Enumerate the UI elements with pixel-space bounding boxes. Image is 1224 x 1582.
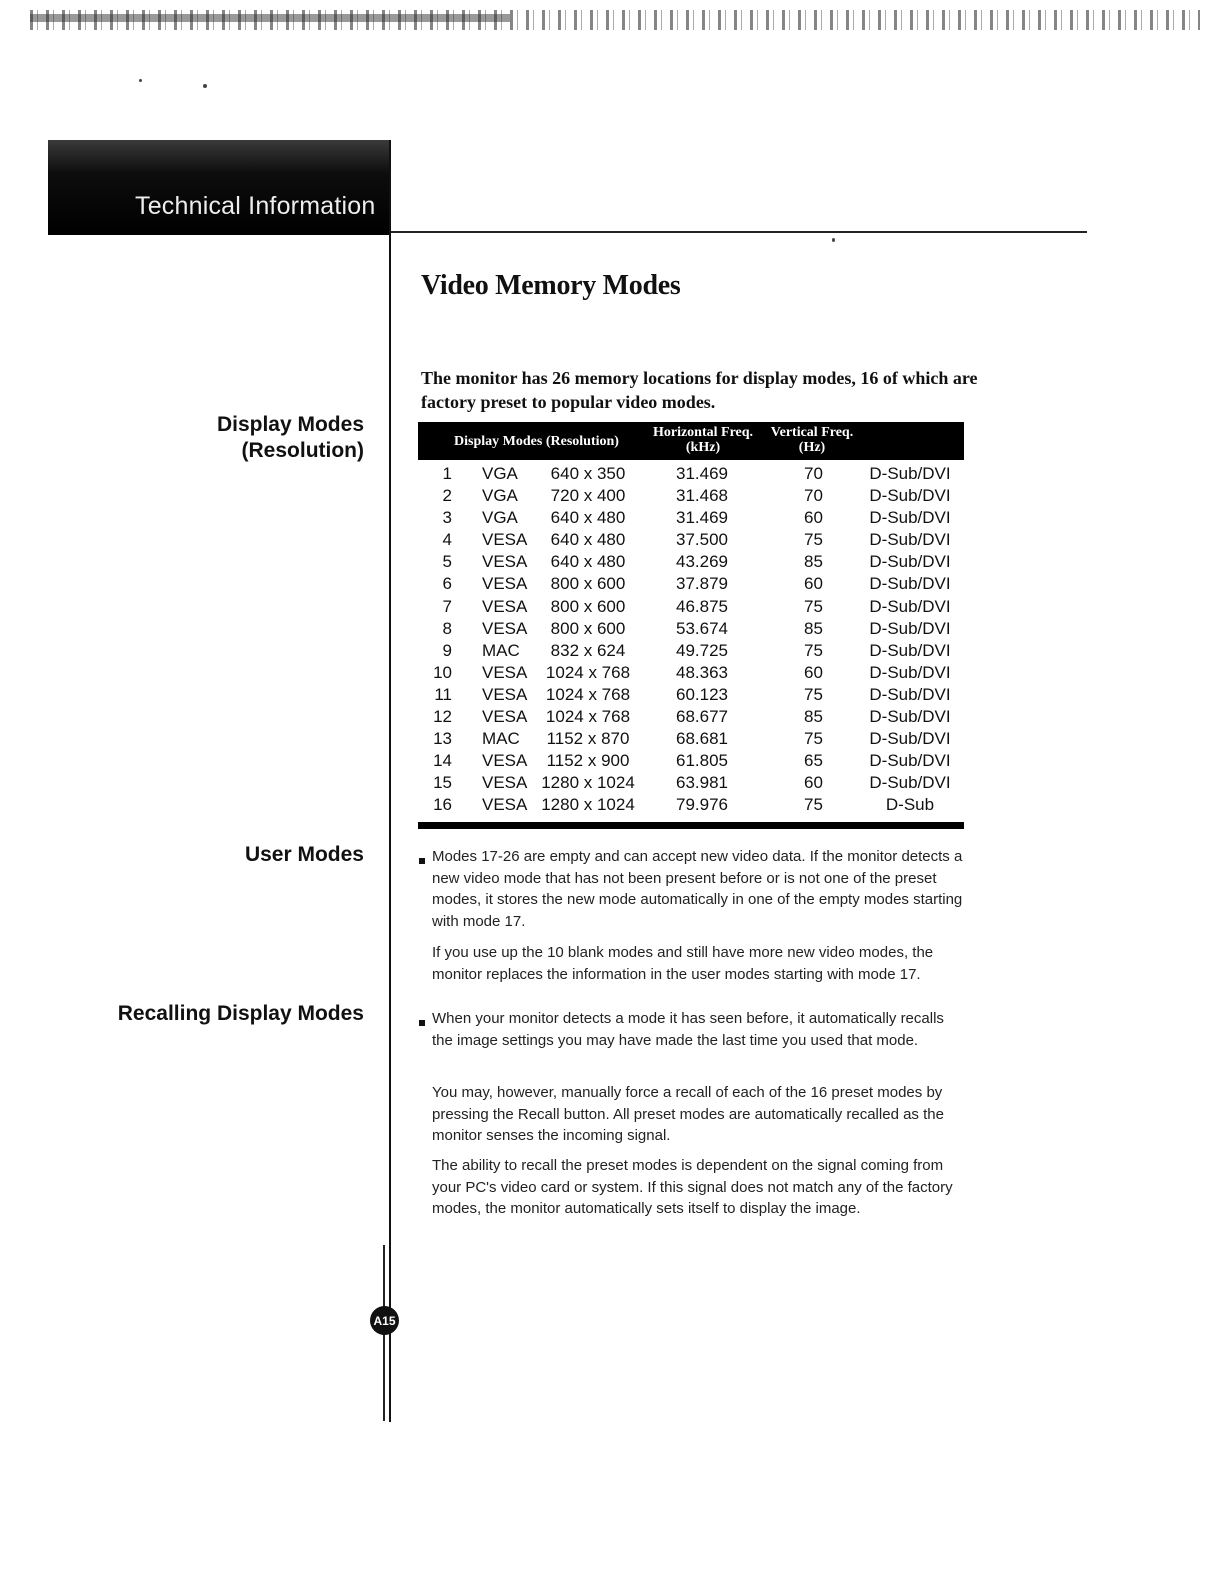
mode-standard: VESA	[482, 684, 528, 704]
mode-number: 1	[442, 464, 452, 483]
mode-number: 5	[442, 552, 452, 572]
mode-resolution: 640 x 480	[550, 552, 626, 572]
mode-standard: VESA	[482, 596, 528, 616]
side-label-line: Display Modes	[216, 413, 364, 436]
mode-hfreq: 48.363	[676, 662, 728, 682]
header-display-modes: Display Modes (Resolution)	[454, 434, 619, 449]
mode-standard: VESA	[482, 795, 528, 815]
mode-input: D-Sub/DVI	[869, 707, 951, 727]
mode-number: 14	[433, 751, 452, 771]
mode-input: D-Sub/DVI	[869, 729, 951, 749]
mode-resolution: 1024 x 768	[545, 684, 631, 704]
mode-resolution: 1152 x 870	[546, 729, 630, 749]
mode-input: D-Sub/DVI	[869, 751, 951, 771]
mode-number: 4	[442, 530, 452, 550]
scan-speck	[139, 79, 142, 82]
mode-input: D-Sub/DVI	[869, 684, 951, 704]
table-row	[418, 705, 964, 727]
scan-artifact-top-dark	[30, 14, 510, 22]
header-rule	[390, 231, 1087, 233]
section-title: Video Memory Modes	[421, 270, 681, 301]
mode-resolution: 800 x 600	[550, 618, 626, 638]
mode-vfreq: 75	[804, 596, 823, 616]
table-row	[418, 595, 964, 617]
column-divider	[389, 140, 391, 1422]
mode-hfreq: 68.677	[676, 707, 728, 727]
table-footer-rule	[418, 822, 964, 829]
header-title: Technical Information	[135, 192, 376, 220]
header-line: (kHz)	[685, 440, 721, 455]
mode-resolution: 640 x 480	[550, 530, 626, 550]
mode-input: D-Sub/DVI	[869, 530, 951, 550]
mode-input: D-Sub/DVI	[869, 486, 951, 506]
mode-number: 3	[442, 508, 452, 528]
mode-hfreq: 49.725	[676, 640, 728, 660]
mode-number: 8	[442, 618, 452, 638]
mode-vfreq: 70	[804, 486, 823, 506]
mode-resolution: 640 x 480	[550, 508, 626, 528]
table-row	[418, 462, 964, 484]
mode-hfreq: 68.681	[676, 729, 728, 749]
recalling-paragraph-3: The ability to recall the preset modes is dependent on the signal coming from your PC's video card or system. If this signal does not match any of the factory modes, the monitor automatically sets itself to display the image.	[432, 1157, 953, 1217]
scan-speck	[832, 238, 835, 242]
table-header	[418, 422, 964, 460]
header-vertical-freq	[762, 425, 862, 455]
mode-resolution: 1280 x 1024	[541, 773, 635, 793]
mode-vfreq: 75	[804, 729, 823, 749]
mode-hfreq: 31.469	[676, 508, 728, 528]
mode-vfreq: 60	[804, 662, 823, 682]
intro-paragraph: The monitor has 26 memory locations for display modes, 16 of which are factory preset to popular video modes.	[421, 368, 978, 412]
mode-hfreq: 79.976	[676, 795, 728, 815]
table-row	[418, 661, 964, 683]
mode-resolution: 640 x 350	[550, 464, 626, 483]
mode-input: D-Sub/DVI	[869, 508, 951, 528]
mode-standard: VESA	[482, 707, 528, 727]
mode-resolution: 800 x 600	[550, 574, 626, 594]
table-row	[418, 528, 964, 550]
mode-hfreq: 43.269	[676, 552, 728, 572]
table-row	[418, 484, 964, 506]
table-row	[418, 727, 964, 749]
mode-input: D-Sub/DVI	[869, 773, 951, 793]
mode-hfreq: 46.875	[676, 596, 728, 616]
recalling-paragraph-1: When your monitor detects a mode it has seen before, it automatically recalls the image settings you may have made the last time you used that mode.	[432, 1010, 944, 1049]
table-row	[418, 550, 964, 572]
mode-standard: VGA	[482, 508, 518, 528]
mode-standard: VESA	[482, 773, 528, 793]
mode-number: 16	[433, 795, 452, 815]
mode-number: 6	[442, 574, 452, 594]
header-horizontal-freq	[644, 425, 762, 455]
bullet-icon	[419, 1020, 425, 1026]
mode-standard: VESA	[482, 574, 528, 594]
scan-speck	[203, 84, 207, 88]
mode-input: D-Sub/DVI	[869, 662, 951, 682]
mode-vfreq: 65	[804, 751, 823, 771]
table-row	[418, 617, 964, 639]
mode-resolution: 1024 x 768	[545, 662, 631, 682]
mode-vfreq: 75	[804, 795, 823, 815]
mode-number: 11	[434, 684, 452, 704]
user-modes-paragraph-2: If you use up the 10 blank modes and still have more new video modes, the monitor replaces the information in the user modes starting with mode 17.	[432, 944, 934, 983]
header-line: Vertical Freq.	[770, 425, 854, 440]
mode-hfreq: 31.469	[676, 464, 728, 483]
mode-standard: VESA	[482, 552, 528, 572]
side-label-user-modes: User Modes	[244, 843, 364, 866]
mode-vfreq: 85	[804, 707, 823, 727]
table-row	[418, 771, 964, 793]
table-row	[418, 639, 964, 661]
bullet-icon	[419, 858, 425, 864]
mode-standard: VGA	[482, 464, 518, 483]
mode-hfreq: 37.879	[676, 574, 728, 594]
mode-hfreq: 53.674	[676, 618, 728, 638]
mode-hfreq: 63.981	[676, 773, 728, 793]
mode-standard: VGA	[482, 486, 518, 506]
mode-hfreq: 60.123	[676, 684, 728, 704]
user-modes-paragraph-1: Modes 17-26 are empty and can accept new video data. If the monitor detects a new video mode that has not been present before or is not one of the preset modes, it stores the new mode automatically in one of the empty modes starting with mode 17.	[432, 848, 963, 930]
mode-input: D-Sub/DVI	[869, 640, 951, 660]
mode-resolution: 800 x 600	[550, 596, 626, 616]
side-label-line: (Resolution)	[241, 439, 364, 462]
mode-number: 10	[433, 662, 452, 682]
mode-vfreq: 85	[804, 552, 823, 572]
mode-number: 2	[442, 486, 452, 506]
table-row	[418, 572, 964, 594]
table-row	[418, 793, 964, 815]
mode-hfreq: 37.500	[676, 530, 728, 550]
mode-input: D-Sub/DVI	[869, 552, 951, 572]
mode-number: 7	[442, 596, 452, 616]
mode-resolution: 1024 x 768	[545, 707, 631, 727]
mode-hfreq: 61.805	[676, 751, 728, 771]
mode-standard: MAC	[482, 640, 520, 660]
mode-number: 12	[433, 707, 452, 727]
mode-resolution: 1280 x 1024	[541, 795, 635, 815]
mode-vfreq: 60	[804, 773, 823, 793]
recalling-paragraph-2: You may, however, manually force a recall of each of the 16 preset modes by pressing the Recall button. All preset modes are automatically recalled as the monitor senses the incoming signal.	[432, 1084, 944, 1144]
mode-number: 13	[433, 729, 452, 749]
mode-vfreq: 60	[804, 574, 823, 594]
side-label-recalling: Recalling Display Modes	[117, 1002, 364, 1025]
mode-input: D-Sub/DVI	[869, 574, 951, 594]
table-row	[418, 506, 964, 528]
mode-vfreq: 85	[804, 618, 823, 638]
mode-standard: VESA	[482, 618, 528, 638]
mode-vfreq: 60	[804, 508, 823, 528]
mode-standard: VESA	[482, 662, 528, 682]
page-number-badge: A15	[370, 1306, 399, 1335]
mode-resolution: 720 x 400	[550, 486, 626, 506]
header-line: Horizontal Freq.	[652, 425, 754, 440]
table-row	[418, 749, 964, 771]
mode-input: D-Sub/DVI	[869, 464, 951, 483]
mode-vfreq: 70	[804, 464, 823, 483]
mode-resolution: 1152 x 900	[546, 751, 630, 771]
modes-table	[418, 462, 964, 816]
mode-number: 15	[433, 773, 452, 793]
mode-standard: VESA	[482, 530, 528, 550]
mode-standard: VESA	[482, 751, 528, 771]
mode-input: D-Sub/DVI	[869, 618, 951, 638]
mode-vfreq: 75	[804, 640, 823, 660]
mode-standard: MAC	[482, 729, 520, 749]
header-line: (Hz)	[798, 440, 826, 455]
mode-resolution: 832 x 624	[550, 640, 626, 660]
mode-input: D-Sub/DVI	[869, 596, 951, 616]
mode-vfreq: 75	[804, 530, 823, 550]
mode-hfreq: 31.468	[676, 486, 728, 506]
mode-input: D-Sub	[885, 795, 935, 815]
mode-vfreq: 75	[804, 684, 823, 704]
table-row	[418, 683, 964, 705]
mode-number: 9	[442, 640, 452, 660]
side-label-display-modes	[217, 412, 364, 464]
